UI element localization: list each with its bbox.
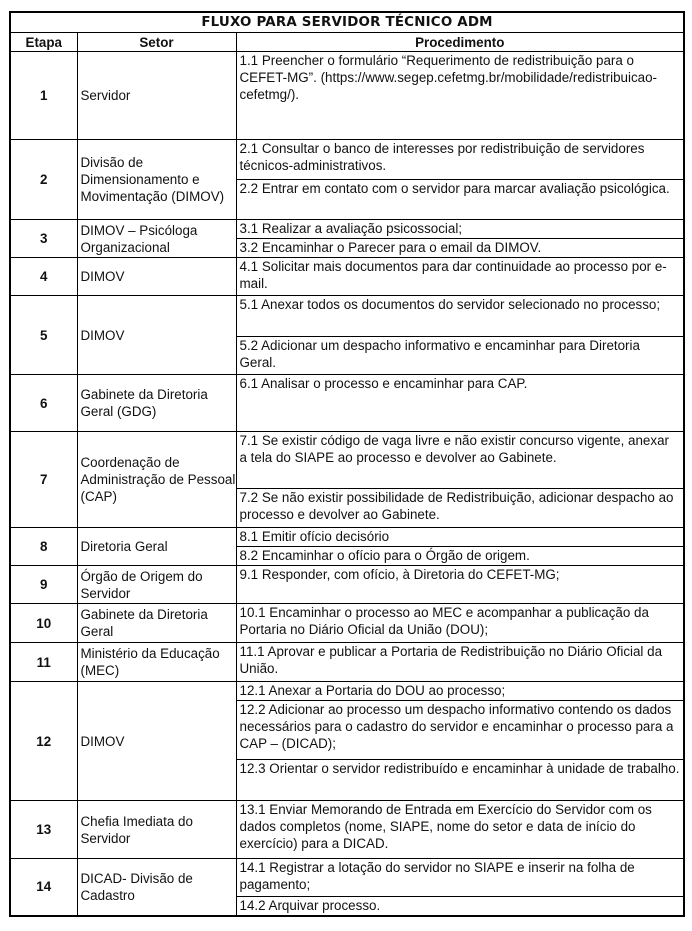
procedimento-cell: 7.2 Se não existir possibilidade de Redistribuição, adicionar despacho ao processo e devolver ao Gabinete.: [236, 489, 684, 528]
setor-cell: Ministério da Educação (MEC): [77, 643, 236, 682]
table-row: [10, 566, 684, 604]
procedimento-cell: 9.1 Responder, com ofício, à Diretoria do CEFET-MG;: [236, 566, 684, 604]
procedimento-cell: 5.2 Adicionar um despacho informativo e encaminhar para Diretoria Geral.: [236, 337, 684, 375]
table-title: FLUXO PARA SERVIDOR TÉCNICO ADM: [10, 12, 684, 33]
procedimento-cell: 12.2 Adicionar ao processo um despacho informativo contendo os dados necessários para o cadastro do servidor e encaminhar o processo para a CAP – (DICAD);: [236, 701, 684, 760]
procedimento-cell: 14.1 Registrar a lotação do servidor no SIAPE e inserir na folha de pagamento;: [236, 859, 684, 897]
etapa-cell: 4: [10, 258, 77, 296]
etapa-cell: 10: [10, 604, 77, 643]
setor-cell: Coordenação de Administração de Pessoal (CAP): [77, 432, 236, 528]
procedimento-cell: 2.2 Entrar em contato com o servidor para marcar avaliação psicológica.: [236, 180, 684, 220]
setor-cell: Órgão de Origem do Servidor: [77, 566, 236, 604]
table-row: [10, 643, 684, 682]
table-row: [10, 258, 684, 296]
procedimento-cell: 3.1 Realizar a avaliação psicossocial;: [236, 220, 684, 239]
etapa-cell: 8: [10, 528, 77, 566]
setor-cell: DIMOV: [77, 682, 236, 801]
table-row: [10, 296, 684, 337]
etapa-cell: 5: [10, 296, 77, 375]
table-row: [10, 859, 684, 897]
setor-cell: DIMOV: [77, 258, 236, 296]
setor-cell: DIMOV – Psicóloga Organizacional: [77, 220, 236, 258]
etapa-cell: 2: [10, 140, 77, 220]
etapa-cell: 14: [10, 859, 77, 916]
etapa-cell: 7: [10, 432, 77, 528]
setor-cell: Chefia Imediata do Servidor: [77, 801, 236, 859]
setor-cell: DICAD- Divisão de Cadastro: [77, 859, 236, 916]
procedimento-cell: 8.2 Encaminhar o ofício para o Órgão de origem.: [236, 547, 684, 566]
setor-cell: Gabinete da Diretoria Geral (GDG): [77, 375, 236, 432]
procedimento-cell: 13.1 Enviar Memorando de Entrada em Exercício do Servidor com os dados completos (nome, SIAPE, nome do setor e data de início do exercício) para a DICAD.: [236, 801, 684, 859]
setor-cell: Divisão de Dimensionamento e Movimentação (DIMOV): [77, 140, 236, 220]
header-etapa: Etapa: [10, 33, 77, 52]
procedimento-cell: 5.1 Anexar todos os documentos do servidor selecionado no processo;: [236, 296, 684, 337]
table-row: [10, 52, 684, 140]
table-row: [10, 375, 684, 432]
procedimento-cell: 8.1 Emitir ofício decisório: [236, 528, 684, 547]
table-row: [10, 801, 684, 859]
setor-cell: Gabinete da Diretoria Geral: [77, 604, 236, 643]
setor-cell: Diretoria Geral: [77, 528, 236, 566]
etapa-cell: 9: [10, 566, 77, 604]
setor-cell: Servidor: [77, 52, 236, 140]
table-row: [10, 140, 684, 180]
table-row: [10, 432, 684, 489]
etapa-cell: 1: [10, 52, 77, 140]
etapa-cell: 12: [10, 682, 77, 801]
procedimento-cell: 6.1 Analisar o processo e encaminhar para CAP.: [236, 375, 684, 432]
etapa-cell: 11: [10, 643, 77, 682]
procedimento-cell: 12.3 Orientar o servidor redistribuído e encaminhar à unidade de trabalho.: [236, 760, 684, 801]
etapa-cell: 3: [10, 220, 77, 258]
etapa-cell: 6: [10, 375, 77, 432]
setor-cell: DIMOV: [77, 296, 236, 375]
header-setor: Setor: [77, 33, 236, 52]
procedimento-cell: 4.1 Solicitar mais documentos para dar continuidade ao processo por e-mail.: [236, 258, 684, 296]
table-row: [10, 528, 684, 547]
procedimento-cell: 3.2 Encaminhar o Parecer para o email da DIMOV.: [236, 239, 684, 258]
procedimento-cell: 1.1 Preencher o formulário “Requerimento de redistribuição para o CEFET-MG”. (https://www.segep.cefetmg.br/mobilidade/redistribuicao-cefetmg/).: [236, 52, 684, 140]
table-row: [10, 604, 684, 643]
table-row: [10, 682, 684, 701]
flow-body: [10, 52, 684, 916]
procedimento-cell: 12.1 Anexar a Portaria do DOU ao processo;: [236, 682, 684, 701]
procedimento-cell: 10.1 Encaminhar o processo ao MEC e acompanhar a publicação da Portaria no Diário Oficial da União (DOU);: [236, 604, 684, 643]
procedimento-cell: 2.1 Consultar o banco de interesses por redistribuição de servidores técnicos-administrativos.: [236, 140, 684, 180]
header-procedimento: Procedimento: [236, 33, 684, 52]
procedimento-cell: 7.1 Se existir código de vaga livre e não existir concurso vigente, anexar a tela do SIAPE ao processo e devolver ao Gabinete.: [236, 432, 684, 489]
table-row: [10, 220, 684, 239]
etapa-cell: 13: [10, 801, 77, 859]
flow-table: [9, 11, 685, 917]
procedimento-cell: 14.2 Arquivar processo.: [236, 897, 684, 916]
procedimento-cell: 11.1 Aprovar e publicar a Portaria de Redistribuição no Diário Oficial da União.: [236, 643, 684, 682]
